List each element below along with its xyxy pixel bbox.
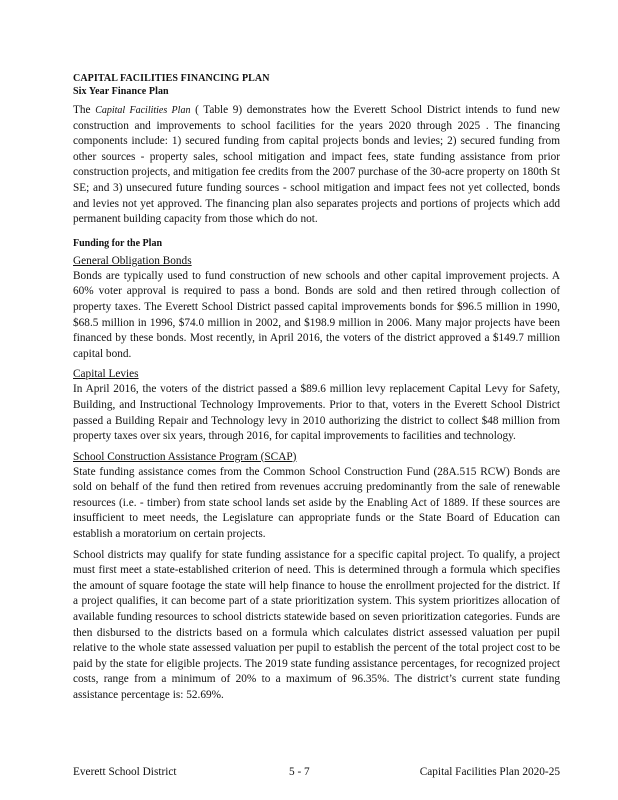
section-paragraph: State funding assistance comes from the Common School Construction Fund (28A.515 RCW) Bonds are sold on behalf of the fund then retired from revenues accruing predominantly from the sale of renewable resources (i.e. - timber) from state school lands set aside by the Enabling Act of 1889. If these sources are insufficient to meet needs, the Legislature can appropriate funds or the State Board of Education can establish a moratorium on certain projects. [73, 465, 560, 541]
footer-document-name: Capital Facilities Plan 2020-25 [419, 766, 560, 778]
section-title: School Construction Assistance Program (SCAP) [73, 450, 297, 463]
footer-district: Everett School District [73, 766, 177, 778]
section-paragraph: School districts may qualify for state funding assistance for a specific capital project. To qualify, a project must first meet a state-established criterion of need. This is determined through a formula which specifies the amount of square footage the state will help finance to house the enrollment projected for the district. If a project qualifies, it can become part of a state prioritization system. This system prioritizes allocation of available funding resources to school districts statewide based on seven prioritization categories. Funds are then disbursed to the districts based on a formula which calculates district assessed valuation per pupil relative to the whole state assessed valuation per pupil to establish the percent of the total project cost to be paid by the state for eligible projects. The 2019 state funding assistance percentages, for recognized project costs, range from a minimum of 20% to a maximum of 96.35%. The district’s current state funding assistance percentage is: 52.69%. [73, 548, 560, 701]
intro-lead: The [73, 104, 91, 116]
footer-page-number: 5 - 7 [289, 766, 310, 778]
document-title: CAPITAL FACILITIES FINANCING PLAN [73, 73, 270, 84]
intro-text: ( Table 9) demonstrates how the Everett School District intends to fund new construction and improvements to school facilities for the years 2020 through 2025 . The financing components include: 1) secured funding from capital projects bonds and levies; 2) secured funding from other sources - property sales, school mitigation and impact fees, state funding assistance from prior construction projects, and mitigation fee credits from the 2007 purchase of the 30-acre property on 180th St SE; and 3) unsecured future funding sources - school mitigation and impact fees not yet collected, bonds and levies not yet approved. The financing plan also separates projects and portions of projects which add permanent building capacity from those which do not. [73, 104, 561, 226]
section-paragraph: In April 2016, the voters of the district passed a $89.6 million levy replacement Capital Levy for Safety, Building, and Instructional Technology Improvements. Prior to that, voters in the Everett School District passed a Building Repair and Technology levy in 2010 authorizing the district to collect $48 million from property taxes over six years, through 2016, for capital improvements to facilities and technology. [73, 383, 560, 443]
section-paragraph: Bonds are typically used to fund construction of new schools and other capital improvement projects. A 60% voter approval is required to pass a bond. Bonds are sold and then retired through collection of property taxes. The Everett School District passed capital improvements bonds for $96.5 million in 1990, $68.5 million in 1996, $74.0 million in 2002, and $198.9 million in 2006. Many major projects have been financed by these bonds. Most recently, in April 2016, the voters of the district approved a $149.7 million capital bond. [73, 269, 560, 360]
document-page [73, 72, 560, 709]
section-capital-levies [73, 367, 560, 444]
intro-paragraph [73, 103, 560, 228]
funding-heading: Funding for the Plan [73, 237, 162, 249]
section-title: General Obligation Bonds [73, 254, 192, 267]
page-footer [73, 766, 560, 782]
section-scap [73, 450, 560, 704]
section-title: Capital Levies [73, 368, 139, 381]
section-general-obligation-bonds [73, 254, 560, 363]
document-subtitle: Six Year Finance Plan [73, 86, 169, 97]
intro-plan-name: Capital Facilities Plan [95, 105, 191, 116]
